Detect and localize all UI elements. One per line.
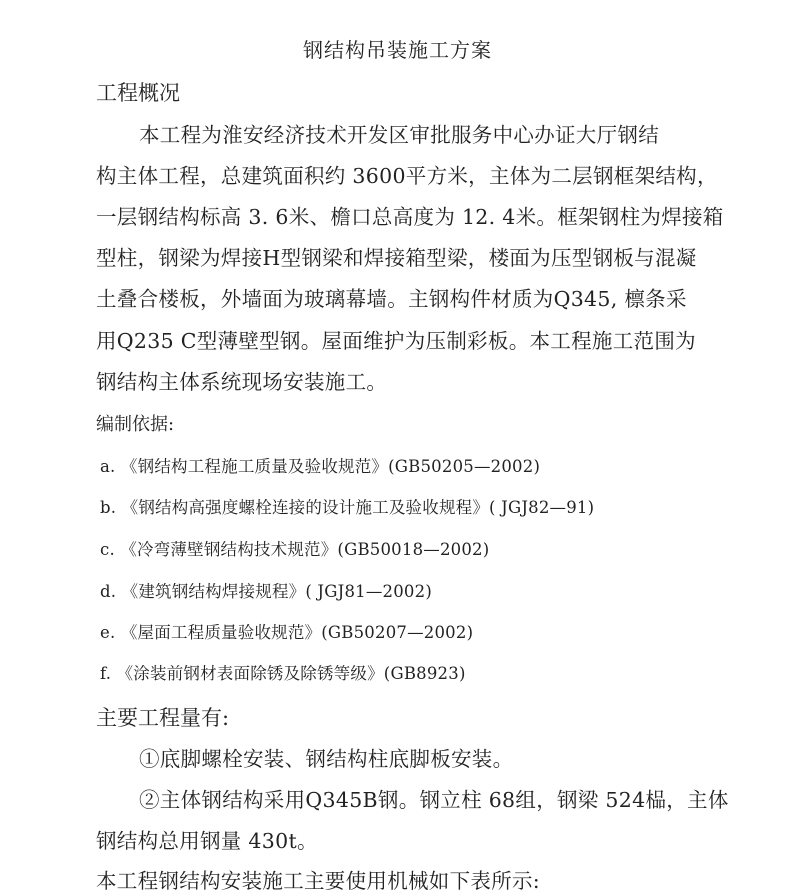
quantities-line: 本工程钢结构安装施工主要使用机械如下表所示: — [96, 869, 541, 893]
reference-item: f. 《涂装前钢材表面除锈及除锈等级》(GB8923) — [100, 664, 466, 683]
overview-line: 土叠合楼板，外墙面为玻璃幕墙。主钢构件材质为Q345, 檩条采 — [96, 287, 687, 311]
quantities-line: ②主体钢结构采用Q345B钢。钢立柱 68组，钢梁 524榀，主体 — [139, 788, 729, 812]
reference-item: b. 《钢结构高强度螺栓连接的设计施工及验收规程》( JGJ82—91) — [100, 498, 595, 517]
overview-line: 用Q235 C型薄壁型钢。屋面维护为压制彩板。本工程施工范围为 — [96, 329, 696, 353]
overview-line: 型柱，钢梁为焊接H型钢梁和焊接箱型梁，楼面为压型钢板与混凝 — [96, 246, 697, 270]
overview-line: 本工程为淮安经济技术开发区审批服务中心办证大厅钢结 — [139, 123, 659, 147]
overview-line: 构主体工程，总建筑面积约 3600平方米，主体为二层钢框架结构， — [96, 164, 718, 188]
overview-line: 一层钢结构标高 3. 6米、檐口总高度为 12. 4米。框架钢柱为焊接箱 — [96, 205, 724, 229]
reference-item: c. 《冷弯薄壁钢结构技术规范》(GB50018—2002) — [100, 540, 490, 559]
quantities-line: 钢结构总用钢量 430t。 — [96, 829, 318, 853]
quantities-heading: 主要工程量有: — [96, 706, 230, 730]
reference-item: d. 《建筑钢结构焊接规程》( JGJ81—2002) — [100, 582, 432, 601]
quantities-line: ①底脚螺栓安装、钢结构柱底脚板安装。 — [139, 747, 514, 771]
overview-line: 钢结构主体系统现场安装施工。 — [96, 370, 388, 394]
reference-item: e. 《屋面工程质量验收规范》(GB50207—2002) — [100, 623, 474, 642]
reference-item: a. 《钢结构工程施工质量及验收规范》(GB50205—2002) — [100, 457, 541, 476]
overview-heading: 工程概况 — [96, 81, 180, 105]
basis-heading: 编制依据: — [96, 414, 175, 435]
document-title: 钢结构吊装施工方案 — [303, 38, 492, 62]
